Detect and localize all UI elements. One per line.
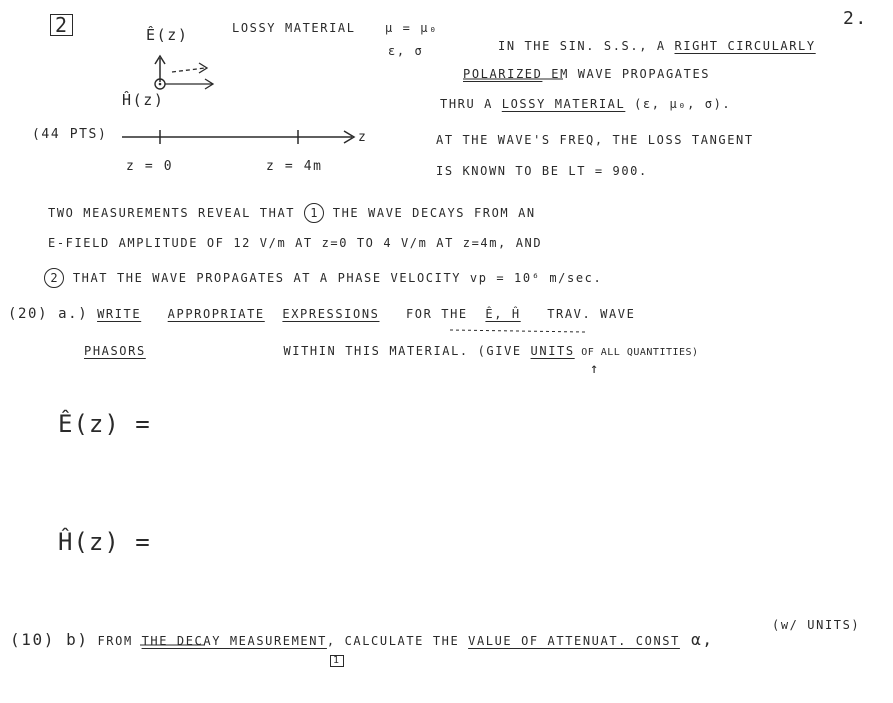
points-label: (44 PTS) [32, 127, 108, 142]
intro-line-1: IN THE SIN. S.S., A RIGHT CIRCULARLY [498, 39, 816, 53]
page-ref-box: 1 [330, 655, 344, 667]
problem-number: 2 [50, 14, 73, 36]
measure-line-2: E-FIELD AMPLITUDE OF 12 V/m AT z=0 TO 4 V/m AT z=4m, AND [48, 236, 543, 250]
mu-definition: μ = μ₀ [385, 21, 438, 35]
measure-line-1: TWO MEASUREMENTS REVEAL THAT 1 THE WAVE DECAYS FROM AN [48, 203, 536, 223]
intro-line-3: THRU A LOSSY MATERIAL (ε, μ₀, σ). [440, 97, 732, 111]
h-field-answer: Ĥ(z) = [58, 528, 151, 556]
h-field-label: Ĥ(z) [122, 91, 165, 109]
z0-label: z = 0 [126, 159, 174, 174]
material-title: LOSSY MATERIAL [232, 21, 356, 35]
units-arrow: ↑ [590, 361, 601, 377]
intro-line-4: AT THE WAVE'S FREQ, THE LOSS TANGENT [436, 133, 754, 147]
intro-line-5: IS KNOWN TO BE LT = 900. [436, 164, 648, 178]
eps-sigma: ε, σ [388, 44, 424, 58]
z-axis-label: z [358, 130, 368, 145]
w-units-note: (w/ UNITS) [772, 618, 861, 632]
e-field-label: Ê(z) [146, 26, 189, 44]
measure-line-3: 2 THAT THE WAVE PROPAGATES AT A PHASE VELOCITY vp = 10⁶ m/sec. [44, 268, 602, 288]
part-a-line-1: (20) a.) WRITE APPROPRIATE EXPRESSIONS FOR THE Ê, Ĥ TRAV. WAVE [8, 306, 636, 322]
part-a-line-2: PHASORS WITHIN THIS MATERIAL. (GIVE UNITS OF ALL QUANTITIES) [84, 344, 699, 358]
part-b-line: (10) b) FROM THE DECAY MEASUREMENT, CALCULATE THE VALUE OF ATTENUAT. CONST α, [10, 630, 714, 649]
z4-label: z = 4m [266, 159, 323, 174]
e-field-answer: Ê(z) = [58, 410, 151, 438]
intro-line-2: POLARIZED EM WAVE PROPAGATES [463, 67, 711, 81]
page-number: 2. [843, 8, 868, 29]
